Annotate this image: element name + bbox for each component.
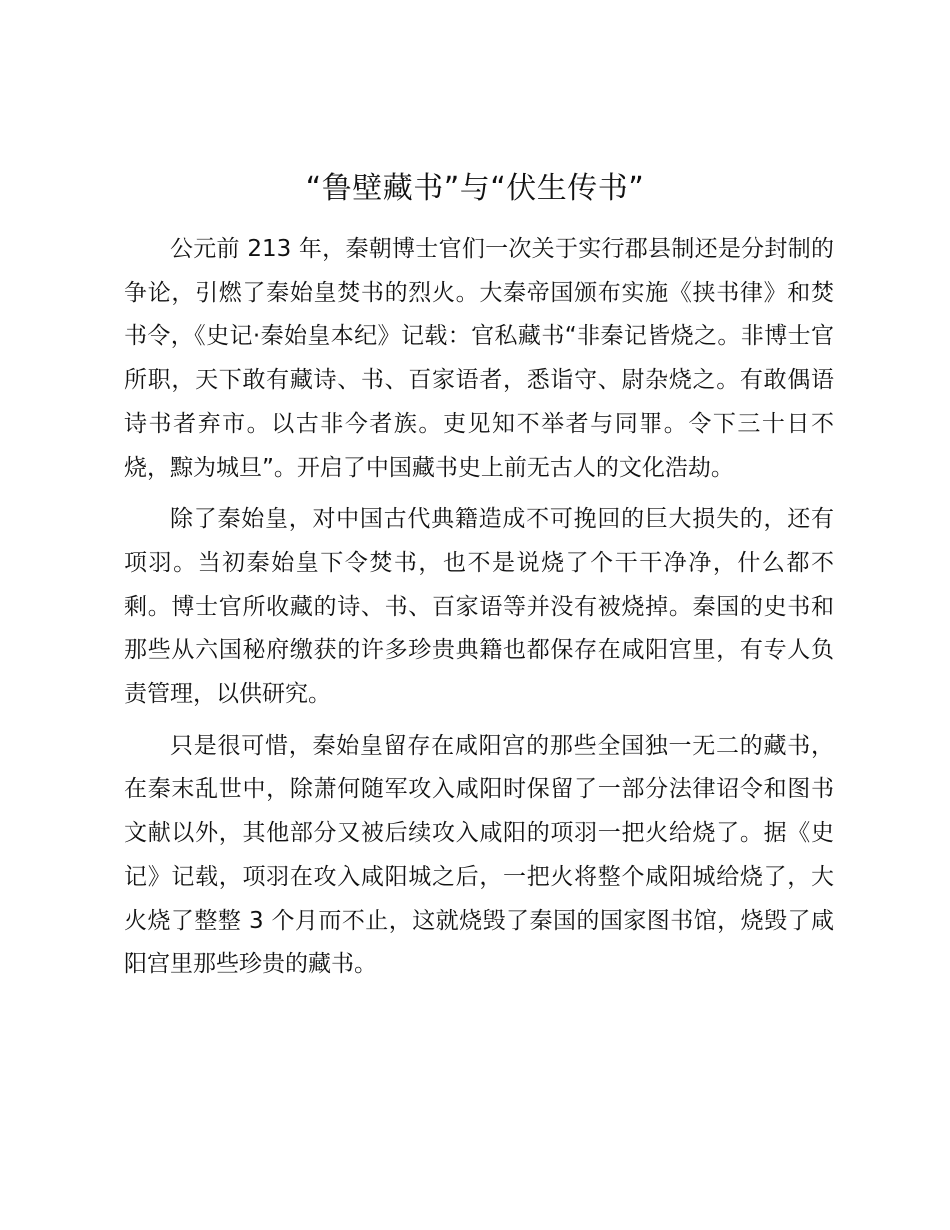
paragraph-3: 只是很可惜，秦始皇留存在咸阳宫的那些全国独一无二的藏书，在秦末乱世中，除萧何随军攻入咸阳时保留了一部分法律诏令和图书文献以外，其他部分又被后续攻入咸阳的项羽一把火给烧了。据《史记》记载，项羽在攻入咸阳城之后，一把火将整个咸阳城给烧了，大火烧了整整 3 个月而不止，这就烧毁了秦国的国家图书馆，烧毁了咸阳宫里那些珍贵的藏书。 <box>124 732 834 978</box>
paragraph-2: 除了秦始皇，对中国古代典籍造成不可挽回的巨大损失的，还有项羽。当初秦始皇下令焚书，也不是说烧了个干干净净，什么都不剩。博士官所收藏的诗、书、百家语等并没有被烧掉。秦国的史书和那些从六国秘府缴获的许多珍贵典籍也都保存在咸阳宫里，有专人负责管理，以供研究。 <box>124 506 834 708</box>
paragraph-1: 公元前 213 年，秦朝博士官们一次关于实行郡县制还是分封制的争论，引燃了秦始皇焚书的烈火。大秦帝国颁布实施《挟书律》和焚书令，《史记·秦始皇本纪》记载：官私藏书“非秦记皆烧之。非博士官所职，天下敢有藏诗、书、百家语者，悉诣守、尉杂烧之。有敢偶语诗书者弃市。以古非今者族。吏见知不举者与同罪。令下三十日不烧，黥为城旦”。开启了中国藏书史上前无古人的文化浩劫。 <box>124 236 834 481</box>
document-body <box>124 228 834 995</box>
document-title: “鲁壁藏书”与“伏生传书” <box>305 171 645 206</box>
